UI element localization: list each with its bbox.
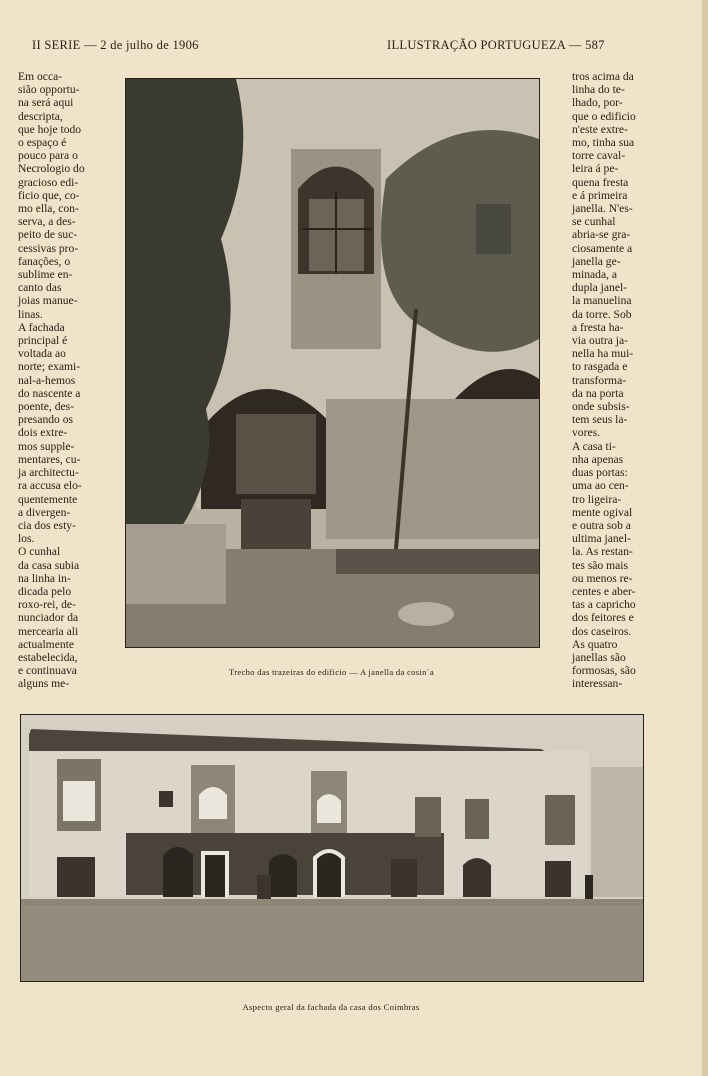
text-line: centes e aber- xyxy=(572,584,636,598)
text-line: tro ligeira- xyxy=(572,492,622,506)
text-line: mentares, cu- xyxy=(18,452,81,466)
text-line: sublime en- xyxy=(18,268,73,282)
text-line: ultima janel- xyxy=(572,532,631,546)
text-line: estabelecida, xyxy=(18,650,78,664)
text-line: Em occa- xyxy=(18,70,63,83)
left-text-column xyxy=(18,70,114,691)
text-line: dois extre- xyxy=(18,426,68,440)
text-line: na será aqui xyxy=(18,96,74,110)
text-line: minada, a xyxy=(572,268,618,282)
text-line: dupla janel- xyxy=(572,281,628,295)
text-line: alguns me- xyxy=(18,677,70,691)
text-line: do nascente a xyxy=(18,386,81,400)
text-line: da torre. Sob xyxy=(572,307,632,321)
text-line: e outra sob a xyxy=(572,518,631,532)
text-line: voltada ao xyxy=(18,347,66,361)
text-line: A fachada xyxy=(18,320,65,334)
text-line: tem seus la- xyxy=(572,413,628,427)
text-line: ou menos re- xyxy=(572,571,633,585)
page-edge xyxy=(702,0,708,1076)
text-line: via outra ja- xyxy=(572,334,629,348)
text-line: serva, a des- xyxy=(18,215,76,229)
text-line: mercearia ali xyxy=(18,624,79,638)
text-line: presando os xyxy=(18,413,74,427)
text-line: sião opportu- xyxy=(18,83,80,97)
text-line: pouco para o xyxy=(18,149,78,163)
text-line: ciosamente a xyxy=(572,241,633,255)
text-line: da na porta xyxy=(572,386,624,400)
text-line: uma ao cen- xyxy=(572,479,629,493)
text-line: se cunhal xyxy=(572,215,616,229)
text-line: nunciador da xyxy=(18,611,79,625)
caption-bottom-photo: Aspecto geral da fachada da casa dos Coimbras xyxy=(242,1002,420,1012)
text-line: cessivas pro- xyxy=(18,241,79,255)
text-line: actualmente xyxy=(18,637,75,651)
text-line: tes são mais xyxy=(572,558,629,572)
running-header-date: II SERIE — 2 de julho de 1906 xyxy=(32,38,199,52)
text-line: ra accusa elo- xyxy=(18,479,82,493)
text-line: nal-a-hemos xyxy=(18,373,76,387)
text-line: ja architectu- xyxy=(18,466,79,480)
text-line: n'este extre- xyxy=(572,122,628,136)
text-line: linas. xyxy=(18,307,43,321)
text-line: poente, des- xyxy=(18,400,75,414)
text-line: na linha in- xyxy=(18,571,71,585)
text-line: a divergen- xyxy=(18,505,71,519)
text-line: norte; exami- xyxy=(18,360,81,374)
photo-main-facade-illustration xyxy=(21,715,643,981)
text-line: linha do te- xyxy=(572,83,625,97)
text-line: torre caval- xyxy=(572,149,626,163)
text-line: nella ha mui- xyxy=(572,347,634,361)
text-line: descripta, xyxy=(18,109,63,123)
text-line: joias manue- xyxy=(18,294,78,308)
text-line: que hoje todo xyxy=(18,122,82,136)
photo-rear-window-illustration xyxy=(126,79,539,647)
caption-top-photo: Trecho das trazeiras do edificio — A janella da cosin`a xyxy=(229,667,434,677)
text-line: nha apenas xyxy=(572,452,624,466)
text-line: As quatro xyxy=(572,637,618,651)
text-line: janellas são xyxy=(572,650,626,664)
text-line: quena fresta xyxy=(572,175,629,189)
text-line: Necrologio do xyxy=(18,162,85,176)
text-line: vores. xyxy=(572,426,601,440)
text-line: dos caseiros. xyxy=(572,624,632,638)
text-line: abria-se gra- xyxy=(572,228,631,242)
text-line: a fresta ha- xyxy=(572,320,624,334)
text-line: la. As restan- xyxy=(572,545,633,559)
text-line: lhado, por- xyxy=(572,96,623,110)
text-line: roxo-rei, de- xyxy=(18,598,76,612)
text-line: to rasgada e xyxy=(572,360,628,374)
text-line: ficio que, co- xyxy=(18,188,80,202)
text-line: A casa ti- xyxy=(572,439,616,453)
text-line: tas a capricho xyxy=(572,598,636,612)
text-line: mente ogival xyxy=(572,505,633,519)
text-line: mo, tinha sua xyxy=(572,136,635,150)
text-line: janella. N'es- xyxy=(572,202,633,216)
text-line: canto das xyxy=(18,281,62,295)
photo-rear-window xyxy=(125,78,540,648)
text-line: que o edificio xyxy=(572,109,636,123)
text-line: peito de suc- xyxy=(18,228,78,242)
text-line: transforma- xyxy=(572,373,627,387)
text-line: quentemente xyxy=(18,492,78,506)
text-line: tros acima da xyxy=(572,70,634,83)
text-line: onde subsis- xyxy=(572,400,630,414)
running-header-title-page: ILLUSTRAÇÃO PORTUGUEZA — 587 xyxy=(387,38,605,52)
text-line: dos feitores e xyxy=(572,611,634,625)
text-line: da casa subia xyxy=(18,558,80,572)
text-line: formosas, são xyxy=(572,664,636,678)
text-line: principal é xyxy=(18,334,68,348)
text-line: o espaço é xyxy=(18,136,67,150)
text-line: gracioso edi- xyxy=(18,175,79,189)
photo-main-facade xyxy=(20,714,644,982)
text-line: la manuelina xyxy=(572,294,632,308)
text-line: O cunhal xyxy=(18,545,61,559)
text-line: dicada pelo xyxy=(18,584,72,598)
text-line: e á primeira xyxy=(572,188,628,202)
text-line: interessan- xyxy=(572,677,623,691)
text-line: leira á pe- xyxy=(572,162,619,176)
right-text-column xyxy=(572,70,652,691)
text-line: mos supple- xyxy=(18,439,75,453)
text-line: janella ge- xyxy=(572,254,621,268)
text-line: mo ella, con- xyxy=(18,202,79,216)
text-line: duas portas: xyxy=(572,466,628,480)
text-line: los. xyxy=(18,532,35,546)
text-line: fanações, o xyxy=(18,254,71,268)
text-line: cia dos esty- xyxy=(18,518,76,532)
text-line: e continuava xyxy=(18,664,77,678)
